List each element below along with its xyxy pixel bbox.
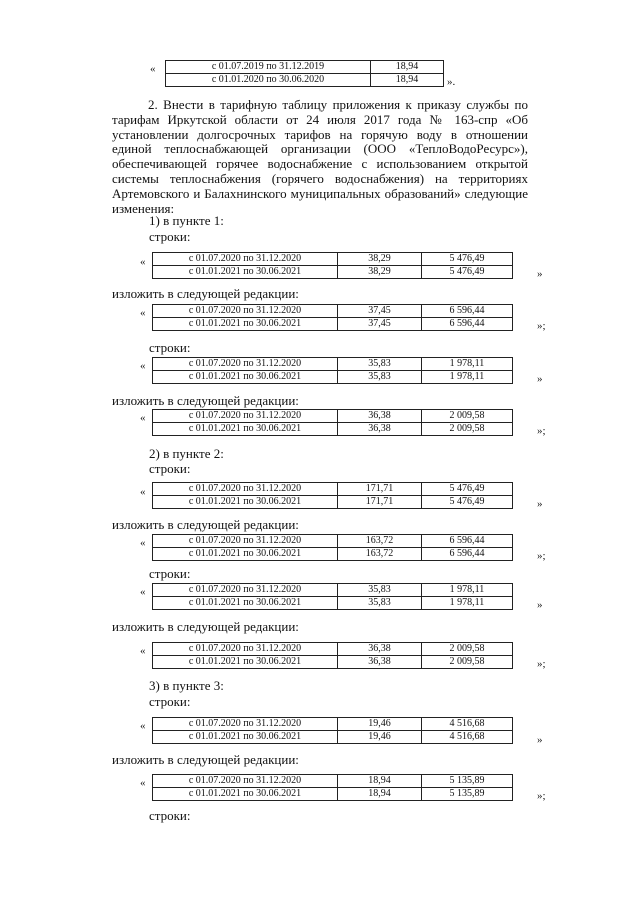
value-cell: 35,83 xyxy=(338,584,422,597)
value-cell: 163,72 xyxy=(338,548,422,561)
period-cell: с 01.07.2020 по 31.12.2020 xyxy=(153,775,338,788)
item-3-heading: 3) в пункте 3: xyxy=(149,678,224,693)
rows-label: строки: xyxy=(149,340,191,355)
open-quote: « xyxy=(140,586,146,598)
value-cell: 37,45 xyxy=(338,318,422,331)
value-cell: 19,46 xyxy=(338,731,422,744)
close-quote-semicolon: »; xyxy=(537,425,546,437)
close-quote-semicolon: »; xyxy=(537,550,546,562)
value-cell: 2 009,58 xyxy=(422,643,513,656)
close-quote: » xyxy=(537,599,543,611)
rows-label: строки: xyxy=(149,566,191,581)
close-quote-semicolon: »; xyxy=(537,320,546,332)
value-cell: 4 516,68 xyxy=(422,731,513,744)
period-cell: с 01.07.2020 по 31.12.2020 xyxy=(153,358,338,371)
value-cell: 38,29 xyxy=(338,266,422,279)
value-cell: 5 135,89 xyxy=(422,775,513,788)
value-cell: 36,38 xyxy=(338,643,422,656)
value-cell: 18,94 xyxy=(338,788,422,801)
table-row xyxy=(153,597,513,610)
value-cell: 1 978,11 xyxy=(422,584,513,597)
table-row xyxy=(153,496,513,509)
value-cell: 35,83 xyxy=(338,358,422,371)
table-row xyxy=(153,656,513,669)
open-quote: « xyxy=(140,537,146,549)
table-row xyxy=(153,371,513,384)
value-cell: 5 135,89 xyxy=(422,788,513,801)
period-cell: с 01.07.2020 по 31.12.2020 xyxy=(153,253,338,266)
replace-label: изложить в следующей редакции: xyxy=(112,393,299,408)
tariff-table-8 xyxy=(152,642,513,669)
value-cell: 163,72 xyxy=(338,535,422,548)
table-row xyxy=(153,643,513,656)
value-cell: 5 476,49 xyxy=(422,496,513,509)
tariff-table-7 xyxy=(152,583,513,610)
table-row xyxy=(153,423,513,436)
value-cell: 18,94 xyxy=(371,61,444,74)
intro-tariff-table xyxy=(165,60,444,87)
tariff-table-1 xyxy=(152,252,513,279)
tariff-table-9 xyxy=(152,717,513,744)
tariff-table-4 xyxy=(152,409,513,436)
value-cell: 18,94 xyxy=(338,775,422,788)
replace-label: изложить в следующей редакции: xyxy=(112,517,299,532)
period-cell: с 01.07.2020 по 31.12.2020 xyxy=(153,718,338,731)
tariff-table-5 xyxy=(152,482,513,509)
table-row xyxy=(153,584,513,597)
period-cell: с 01.01.2021 по 30.06.2021 xyxy=(153,371,338,384)
table-row xyxy=(153,266,513,279)
close-quote: » xyxy=(537,268,543,280)
table-row xyxy=(153,305,513,318)
period-cell: с 01.01.2021 по 30.06.2021 xyxy=(153,731,338,744)
table-row xyxy=(153,775,513,788)
open-quote: « xyxy=(150,63,156,75)
item-2-heading: 2) в пункте 2: xyxy=(149,446,224,461)
replace-label: изложить в следующей редакции: xyxy=(112,752,299,767)
open-quote: « xyxy=(140,777,146,789)
rows-label: строки: xyxy=(149,694,191,709)
period-cell: с 01.01.2021 по 30.06.2021 xyxy=(153,423,338,436)
close-quote: » xyxy=(537,734,543,746)
close-quote: » xyxy=(537,373,543,385)
value-cell: 18,94 xyxy=(371,74,444,87)
value-cell: 171,71 xyxy=(338,483,422,496)
value-cell: 36,38 xyxy=(338,656,422,669)
replace-label: изложить в следующей редакции: xyxy=(112,286,299,301)
rows-label: строки: xyxy=(149,229,191,244)
value-cell: 5 476,49 xyxy=(422,483,513,496)
value-cell: 5 476,49 xyxy=(422,266,513,279)
table-row xyxy=(153,483,513,496)
value-cell: 36,38 xyxy=(338,410,422,423)
close-quote: » xyxy=(537,498,543,510)
value-cell: 19,46 xyxy=(338,718,422,731)
period-cell: с 01.01.2021 по 30.06.2021 xyxy=(153,788,338,801)
tariff-table-2 xyxy=(152,304,513,331)
rows-label: строки: xyxy=(149,808,191,823)
period-cell: с 01.01.2020 по 30.06.2020 xyxy=(166,74,371,87)
value-cell: 1 978,11 xyxy=(422,371,513,384)
open-quote: « xyxy=(140,486,146,498)
value-cell: 6 596,44 xyxy=(422,548,513,561)
period-cell: с 01.07.2019 по 31.12.2019 xyxy=(166,61,371,74)
table-row xyxy=(153,318,513,331)
open-quote: « xyxy=(140,307,146,319)
period-cell: с 01.01.2021 по 30.06.2021 xyxy=(153,548,338,561)
close-quote: ». xyxy=(447,76,456,88)
table-row xyxy=(153,788,513,801)
paragraph-2: 2. Внести в тарифную таблицу приложения к приказу службы по тарифам Иркутской области от 24 июля 2017 года № 163-спр «Об установлении долгосрочных тарифов на горячую воду в отношении единой теплоснабжающей организации (ООО «ТеплоВодоРесурс»), обеспечивающей горячее водоснабжение с использованием открытой системы теплоснабжения (горячего водоснабжения) на территориях Артемовского и Балахнинского муниципальных образований» следующие изменения: xyxy=(112,97,528,216)
tariff-table-6 xyxy=(152,534,513,561)
value-cell: 6 596,44 xyxy=(422,305,513,318)
replace-label: изложить в следующей редакции: xyxy=(112,619,299,634)
open-quote: « xyxy=(140,720,146,732)
tariff-table-10 xyxy=(152,774,513,801)
table-row xyxy=(153,535,513,548)
period-cell: с 01.01.2021 по 30.06.2021 xyxy=(153,597,338,610)
open-quote: « xyxy=(140,360,146,372)
value-cell: 2 009,58 xyxy=(422,423,513,436)
close-quote-semicolon: »; xyxy=(537,790,546,802)
value-cell: 2 009,58 xyxy=(422,656,513,669)
period-cell: с 01.01.2021 по 30.06.2021 xyxy=(153,266,338,279)
value-cell: 6 596,44 xyxy=(422,318,513,331)
period-cell: с 01.07.2020 по 31.12.2020 xyxy=(153,483,338,496)
table-row xyxy=(166,74,444,87)
value-cell: 171,71 xyxy=(338,496,422,509)
table-row xyxy=(166,61,444,74)
tariff-table-3 xyxy=(152,357,513,384)
period-cell: с 01.01.2021 по 30.06.2021 xyxy=(153,656,338,669)
table-row xyxy=(153,358,513,371)
open-quote: « xyxy=(140,645,146,657)
period-cell: с 01.07.2020 по 31.12.2020 xyxy=(153,410,338,423)
open-quote: « xyxy=(140,412,146,424)
value-cell: 2 009,58 xyxy=(422,410,513,423)
value-cell: 1 978,11 xyxy=(422,358,513,371)
open-quote: « xyxy=(140,256,146,268)
value-cell: 37,45 xyxy=(338,305,422,318)
table-row xyxy=(153,718,513,731)
period-cell: с 01.07.2020 по 31.12.2020 xyxy=(153,643,338,656)
value-cell: 5 476,49 xyxy=(422,253,513,266)
value-cell: 35,83 xyxy=(338,371,422,384)
item-1-heading: 1) в пункте 1: xyxy=(149,213,224,228)
close-quote-semicolon: »; xyxy=(537,658,546,670)
period-cell: с 01.07.2020 по 31.12.2020 xyxy=(153,305,338,318)
period-cell: с 01.01.2021 по 30.06.2021 xyxy=(153,318,338,331)
value-cell: 38,29 xyxy=(338,253,422,266)
period-cell: с 01.01.2021 по 30.06.2021 xyxy=(153,496,338,509)
table-row xyxy=(153,410,513,423)
value-cell: 35,83 xyxy=(338,597,422,610)
value-cell: 36,38 xyxy=(338,423,422,436)
period-cell: с 01.07.2020 по 31.12.2020 xyxy=(153,535,338,548)
value-cell: 6 596,44 xyxy=(422,535,513,548)
rows-label: строки: xyxy=(149,461,191,476)
table-row xyxy=(153,731,513,744)
period-cell: с 01.07.2020 по 31.12.2020 xyxy=(153,584,338,597)
table-row xyxy=(153,548,513,561)
value-cell: 1 978,11 xyxy=(422,597,513,610)
value-cell: 4 516,68 xyxy=(422,718,513,731)
table-row xyxy=(153,253,513,266)
